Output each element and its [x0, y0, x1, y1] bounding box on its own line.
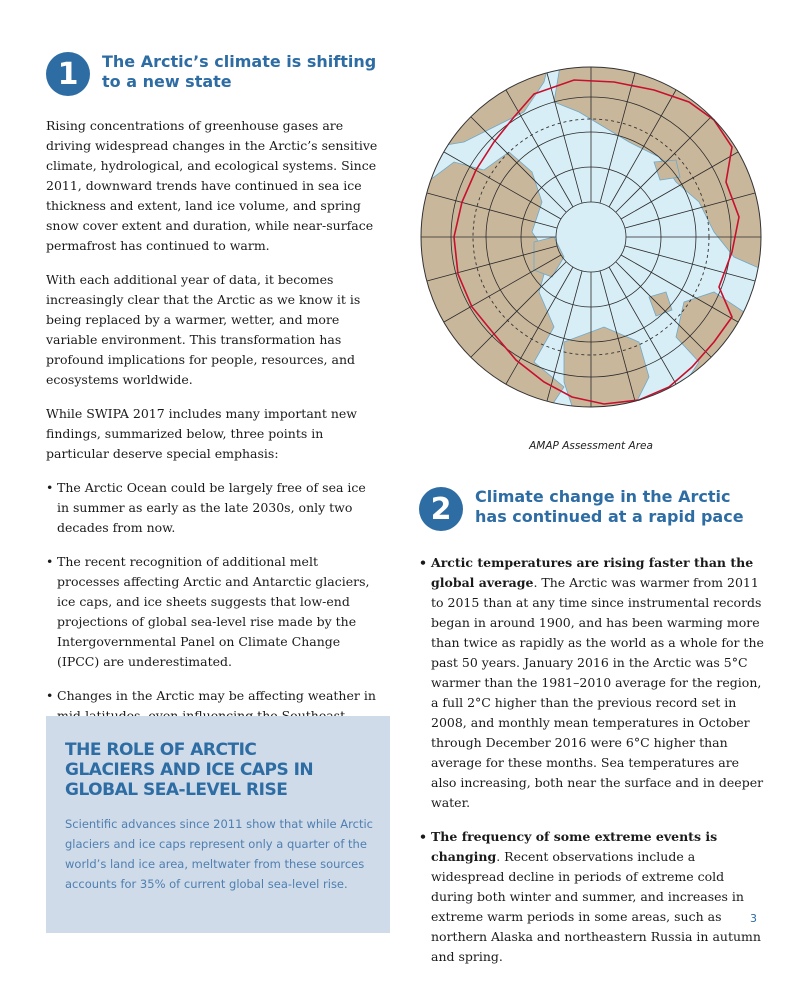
page-number: 3 — [750, 912, 757, 925]
paragraph: With each additional year of data, it becomes increasingly clear that the Arctic as we know it is being replaced by a warmer, wetter, and more variable environment. This transformation has profound implications for people, resources, and ecosystems worldwide. — [46, 272, 361, 387]
section-title — [475, 487, 744, 527]
section-title-line: Climate change in the Arctic — [475, 487, 731, 506]
sidebar-title-line: GLACIERS AND ICE CAPS IN — [65, 760, 314, 780]
sidebar-box — [46, 716, 390, 933]
section-1-body — [46, 116, 381, 760]
sidebar-title-line: THE ROLE OF ARCTIC — [65, 740, 257, 760]
section-title-line: The Arctic’s climate is shifting — [102, 52, 377, 71]
land-greenland — [564, 327, 649, 432]
section-title — [102, 52, 376, 92]
findings-list — [419, 553, 764, 967]
list-item: • Changes in the Arctic may be affecting weather in — [46, 686, 381, 746]
list-item — [419, 553, 764, 813]
list-item: • The recent recognition of additional melt processes affecting Arctic and Antarctic glaciers, ice caps, and ice sheets suggests that low-end projections of global sea-level rise made by the Intergovernmental Panel on Climate Change (IPCC) are underestimated. — [46, 552, 381, 672]
paragraph: Rising concentrations of greenhouse gases are driving widespread changes in the Arctic’s sensitive climate, hydrological, and ecological systems. Since 2011, downward trends have continued in sea ice thickness and extent, land ice volume, and spring snow cover extent and duration, while near-surface permafrost has continued to warm. — [46, 118, 378, 253]
sidebar-title-line: GLOBAL SEA-LEVEL RISE — [65, 780, 288, 800]
sidebar-title — [65, 740, 365, 800]
section-number-badge: 1 — [46, 52, 90, 96]
list-item: • The Arctic Ocean could be largely free of sea ice in summer as early as the late 2030s, only two decades from now. — [46, 478, 381, 538]
key-points-list — [46, 478, 381, 746]
finding-heading: Arctic temperatures are rising faster than the global average — [431, 555, 754, 590]
finding-heading: The frequency of some extreme events is changing — [431, 829, 718, 864]
amap-assessment-area-map — [414, 42, 768, 432]
sidebar-body: Scientific advances since 2011 show that while Arctic glaciers and ice caps represent only a quarter of the world’s land ice area, meltwater from these sources accounts for 35% of current global sea-level rise. — [65, 817, 373, 891]
section-title-line: has continued at a rapid pace — [475, 507, 744, 526]
section-number-badge: 2 — [419, 487, 463, 531]
section-title-line: to a new state — [102, 72, 232, 91]
map-caption: AMAP Assessment Area — [529, 440, 653, 452]
section-2-body — [419, 553, 764, 981]
section-1-heading — [46, 52, 376, 96]
finding-text: . Recent observations include a widespread decline in periods of extreme cold during both winter and summer, and increases in extreme warm periods in some areas, such as northern Alaska and northeastern Russia in autumn and spring. — [431, 849, 761, 964]
section-2-heading — [419, 487, 744, 531]
list-item — [419, 827, 764, 967]
finding-text: . The Arctic was warmer from 2011 to 2015 than at any time since instrumental records began in around 1900, and has been warming more than twice as rapidly as the world as a whole for the past 50 years. January 2016 in the Arctic was 5°C warmer than the 1981–2010 average for the region, a full 2°C higher than the previous record set in 2008, and monthly mean temperatures in October through December 2016 were 6°C higher than average for these months. Sea temperatures are also increasing, both near the surface and in deeper water. — [431, 575, 764, 810]
paragraph: While SWIPA 2017 includes many important new findings, summarized below, three points in particular deserve special emphasis: — [46, 406, 357, 461]
